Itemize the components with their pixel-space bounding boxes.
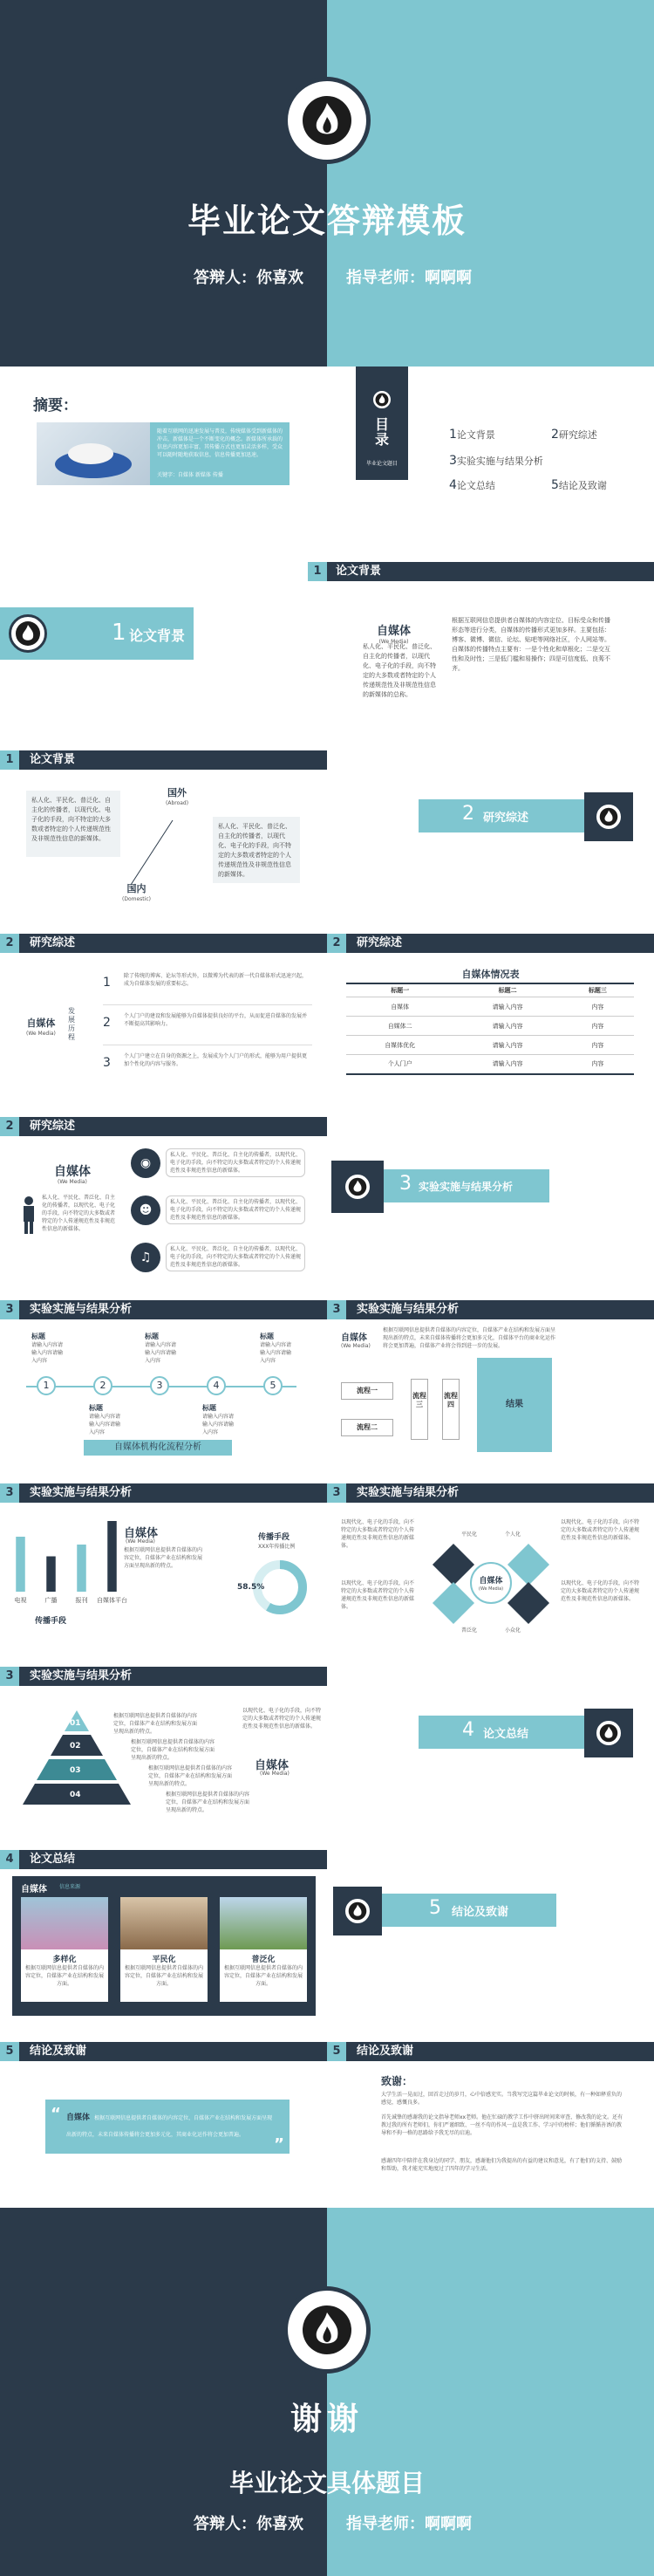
flame-logo-icon — [9, 614, 47, 653]
end-thanks: 谢谢 — [290, 2401, 364, 2437]
review-slide-b — [327, 925, 654, 1108]
chart-description: 根据互联网信息提供者自媒体的内容定位，自媒体产业在结构和发展方面呈现出新的特点。 — [124, 1547, 203, 1569]
step-label-5 — [260, 1332, 295, 1365]
review-item-num: 2 — [103, 1016, 111, 1030]
music-icon — [433, 1582, 474, 1624]
wm-subtitle: (We Media) — [341, 1343, 371, 1349]
bar-num: 1 — [0, 750, 19, 770]
bar-title: 结论及致谢 — [357, 2045, 414, 2058]
table-cell: 请输入内容 — [453, 1036, 561, 1055]
bar-label: 电视 — [14, 1597, 27, 1604]
section-bar — [0, 1300, 327, 1319]
quote-open-icon: “ — [51, 2105, 61, 2123]
table-cell: 自媒体优化 — [346, 1036, 453, 1055]
bar-num: 2 — [0, 1117, 19, 1136]
flow-box-2: 流程二 — [341, 1419, 393, 1436]
cover-answerer: 答辩人：你喜欢 — [194, 269, 303, 287]
donut-value: 58.5% — [237, 1583, 265, 1592]
summary-slide — [0, 1841, 654, 2033]
chart-slide — [0, 1475, 327, 1658]
bar-title: 实验实施与结果分析 — [357, 1486, 460, 1499]
pyramid-level-4: 04 — [70, 1791, 81, 1799]
card-title: 普泛化 — [251, 1956, 276, 1964]
next-title: 研究综述 — [483, 812, 529, 825]
conclusion-slide — [0, 2033, 327, 2208]
step-text: 请输入内容请输入内容请输入内容 — [202, 1414, 235, 1435]
bar-title: 论文背景 — [336, 565, 382, 578]
wm-subtitle: (We Media) — [58, 1179, 87, 1185]
wm-subtitle: (We Media) — [378, 639, 409, 645]
card-text: 根据互联网信息提供者自媒体的内容定位，自媒体产业在结构和发展方面。 — [24, 1965, 104, 1987]
icon-item-2 — [131, 1196, 302, 1225]
wm-heading — [26, 1016, 56, 1038]
wm-title: 自媒体 — [341, 1333, 367, 1343]
background-compare-slide — [0, 742, 654, 925]
toc-item-num: 4 — [449, 478, 457, 492]
toc-item-label: 研究综述 — [558, 429, 597, 441]
flame-logo-icon — [371, 389, 392, 410]
users-icon: ☻ — [131, 1196, 160, 1225]
process-slide — [0, 1291, 327, 1475]
table-cell: 请输入内容 — [453, 1055, 561, 1074]
section-tab — [333, 1887, 382, 1935]
review-item-text: 除了传统的博客、论坛等形式外，以微博为代表的新一代自媒体形式迅速兴起，成为自媒体发展的重要标志。 — [124, 973, 308, 987]
background-slide — [0, 550, 654, 724]
wm-side-label: 发展历程 — [68, 1007, 75, 1041]
cover-advisor: 指导老师：啊啊啊 — [346, 269, 472, 287]
toc-item-num: 2 — [551, 428, 559, 442]
bar-title: 研究综述 — [357, 936, 403, 949]
bar-num: 3 — [327, 1300, 346, 1319]
bar-title: 结论及致谢 — [30, 2045, 87, 2058]
wm-title: 自媒体 — [66, 2114, 91, 2122]
flame-logo-icon — [595, 803, 623, 831]
flame-logo-icon — [595, 1719, 623, 1747]
bar — [107, 1521, 117, 1592]
section-bar — [0, 2042, 327, 2061]
quadrant-label: 小众化 — [505, 1627, 521, 1634]
section-bar — [0, 934, 327, 953]
abstract-box — [150, 422, 290, 485]
section-title: 论文背景 — [129, 627, 186, 644]
bar-title: 实验实施与结果分析 — [30, 1303, 133, 1316]
toc-item-2[interactable] — [551, 428, 597, 442]
domestic-en: (Domestic) — [122, 896, 151, 902]
table-row — [346, 1055, 634, 1074]
right-text-1: 以现代化、电子化的手段，向不特定的大多数或者特定的个人传递规范性及非规范性信息的新媒体。 — [561, 1519, 640, 1541]
flow-box-1: 流程一 — [341, 1382, 393, 1400]
photo-card-3 — [220, 1897, 307, 2002]
step-text: 请输入内容请输入内容请输入内容 — [31, 1342, 64, 1364]
toc-subtitle: 毕业论文题目 — [365, 461, 398, 467]
grass-photo — [220, 1897, 307, 1949]
top-right-bar — [313, 562, 654, 581]
review-slide-a — [0, 925, 327, 1108]
card-title: 多样化 — [52, 1956, 77, 1964]
photo-panel — [12, 1876, 316, 2016]
thanks-title: 致谢： — [381, 2075, 413, 2087]
camera-icon: ◉ — [131, 1148, 160, 1178]
icon-item-text: 私人化、平民化、普泛化、自主化的传播者，以现代化、电子化的手段，向不特定的大多数或者特定的个人传递规范性及非规范性信息的新媒体。 — [166, 1148, 305, 1177]
quote-text: 根据互联网信息提供者自媒体的内容定位，自媒体产业在结构和发展方面呈现出新的特点，未来自媒体传播将会更加多元化，其商业化运作将会更加普遍。 — [66, 2115, 273, 2138]
left-text-1: 以现代化、电子化的手段，向不特定的大多数或者特定的个人传递规范性及非规范性信息的新媒体。 — [341, 1519, 415, 1549]
bar-num: 4 — [0, 1850, 19, 1869]
toc-item-label: 结论及致谢 — [558, 480, 607, 491]
process-caption: 自媒体机构化流程分析 — [84, 1440, 232, 1456]
section-num: 5 — [429, 1897, 441, 1919]
section-bar — [327, 934, 654, 953]
flow-box-3: 流程三 — [411, 1379, 428, 1440]
review-item-3 — [103, 1045, 312, 1086]
table-header-row — [346, 983, 634, 997]
media-table — [346, 983, 634, 1075]
camera-icon — [508, 1544, 549, 1586]
review-item-2 — [103, 1005, 312, 1045]
pyramid-text-2: 根据互联网信息提供者自媒体的内容定位，自媒体产业在结构和发展方面呈现出新的特点。 — [131, 1739, 215, 1761]
card-text: 根据互联网信息提供者自媒体的内容定位，自媒体产业在结构和发展方面。 — [124, 1965, 203, 1987]
wm-description: 私人化、平民化、普泛化、自主化的传播者，以现代化、电子化的手段，向不特定的大多数或者特定的个人传递规范性及非规范性信息的新媒体。 — [42, 1195, 116, 1232]
toc-tab — [356, 367, 408, 480]
table-title: 自媒体情况表 — [461, 969, 520, 980]
bar-title: 实验实施与结果分析 — [30, 1669, 133, 1682]
right-text-box: 私人化、平民化、普泛化、自主化的传播者，以现代化、电子化的手段，向不特定的大多数或者特定的个人传递规范性及非规范性信息的新媒体。 — [213, 817, 300, 883]
section-bar — [327, 1483, 654, 1503]
quadrant-label: 普泛化 — [461, 1627, 478, 1634]
step-label-2 — [89, 1403, 124, 1436]
table-header: 标题二 — [453, 983, 561, 997]
quadrant-label: 平民化 — [461, 1531, 478, 1538]
step-text: 请输入内容请输入内容请输入内容 — [260, 1342, 292, 1364]
table-header: 标题一 — [346, 983, 453, 997]
bar-label: 广播 — [44, 1597, 58, 1604]
step-heading: 标题 — [145, 1333, 159, 1340]
flow-slide — [327, 1291, 654, 1475]
step-circle: 1 — [37, 1376, 56, 1395]
pyramid-level-1: 01 — [70, 1719, 81, 1728]
step-circle: 3 — [150, 1376, 169, 1395]
bar-label: 报刊 — [75, 1597, 88, 1604]
bar-num: 3 — [327, 1483, 346, 1503]
diamond-group — [435, 1525, 547, 1637]
review-item-num: 3 — [103, 1056, 111, 1070]
step-label-3 — [145, 1332, 180, 1365]
toc-item-label: 实验实施与结果分析 — [456, 456, 543, 467]
section-label-box — [0, 607, 194, 660]
abroad-title: 国外 — [167, 787, 187, 798]
review-item-text: 个人门户建立在自身的资源之上，发展成为个人门户的形式，能够为用户提供更加个性化的内容与服务。 — [124, 1053, 308, 1067]
domestic-label — [122, 881, 151, 903]
section-title: 论文总结 — [483, 1728, 529, 1741]
toc-item-num: 3 — [449, 454, 457, 468]
table-row — [346, 1017, 634, 1036]
wm-title: 自媒体 — [54, 1165, 91, 1179]
end-advisor: 指导老师：啊啊啊 — [346, 2515, 472, 2533]
pyramid-level-2: 02 — [70, 1742, 81, 1750]
abroad-en: (Abroad) — [166, 800, 189, 806]
table-cell: 内容 — [562, 1036, 634, 1055]
step-label-4 — [202, 1403, 237, 1436]
wm-subtitle: (We Media) — [260, 1771, 290, 1777]
step-heading: 标题 — [260, 1333, 274, 1340]
step-circle: 2 — [93, 1376, 112, 1395]
bar-title: 研究综述 — [30, 936, 76, 949]
bar — [77, 1545, 86, 1592]
end-title: 毕业论文具体题目 — [228, 2469, 425, 2497]
table-row — [346, 997, 634, 1017]
review-icons-slide — [0, 1108, 654, 1291]
wm-title: 自媒体 — [21, 1885, 47, 1894]
bar-label: 自媒体平台 — [97, 1597, 127, 1604]
step-heading: 标题 — [202, 1404, 216, 1412]
section-num: 3 — [399, 1173, 412, 1195]
flow-description: 根据互联网信息提供者自媒体的内容定位，自媒体产业在结构和发展方面呈现出新的特点，未来自媒体传播将会更加多元化，自媒体平台的商业化运作将会更加普遍，自媒体产业将会得到进一步的发展。 — [383, 1327, 556, 1349]
toc-item-3[interactable] — [449, 454, 543, 468]
step-circle: 4 — [207, 1376, 226, 1395]
chart-caption: 传播手段 — [35, 1617, 67, 1626]
abroad-label — [166, 785, 188, 807]
section-num: 4 — [462, 1719, 474, 1741]
camera-alt-icon — [508, 1582, 549, 1624]
cover-left-panel — [0, 0, 327, 367]
cover-right-panel — [327, 0, 654, 367]
flame-logo-icon — [344, 1897, 371, 1925]
section-title: 实验实施与结果分析 — [419, 1181, 514, 1193]
section-box — [419, 1716, 584, 1749]
wm-title: 自媒体 — [479, 1577, 503, 1586]
review-item-1 — [103, 965, 312, 1005]
bar-num: 3 — [0, 1667, 19, 1686]
bar-title: 研究综述 — [30, 1120, 76, 1133]
bar-title: 实验实施与结果分析 — [357, 1303, 460, 1316]
users-icon — [433, 1544, 474, 1586]
flow-result: 结果 — [477, 1358, 552, 1452]
thanks-paragraph-2: 首先诚挚的感谢我的论文指导老师xx老师。他在忙碌的教学工作中挤出时间来审查、修改我的论文。还有教过我的所有老师们，你们严谨细致、一丝不苟的作风一直是我工作、学习中的榜样；他们循循善诱的教导和不拘一格的思路给予我无尽的启迪。 — [381, 2114, 623, 2136]
domestic-title: 国内 — [126, 883, 146, 894]
wm-description: 私人化、平民化、普泛化、自主化的传播者，以现代化、电子化的手段，向不特定的大多数或者特定的个人传递规范性及非规范性信息的新媒体的总称。 — [363, 643, 436, 698]
section-bar — [0, 1117, 327, 1136]
table-cell: 请输入内容 — [453, 1017, 561, 1036]
pyramid-text-4: 根据互联网信息提供者自媒体的内容定位，自媒体产业在结构和发展方面呈现出新的特点。 — [166, 1792, 250, 1813]
toc-list — [449, 428, 623, 520]
left-text-box: 私人化、平民化、普泛化、自主化的传播者，以现代化、电子化的手段，向不特定的大多数或者特定的个人传递规范性及非规范性信息的新媒体。 — [26, 791, 120, 857]
pyramid-slide — [0, 1658, 654, 1841]
step-text: 请输入内容请输入内容请输入内容 — [89, 1414, 121, 1435]
music-icon: ♫ — [131, 1243, 160, 1272]
section-bar — [327, 2042, 654, 2061]
icon-item-text: 私人化、平民化、普泛化、自主化的传播者，以现代化、电子化的手段，向不特定的大多数或者特定的个人传递规范性及非规范性信息的新媒体。 — [166, 1196, 305, 1224]
table-cell: 内容 — [562, 997, 634, 1017]
table-row — [346, 1036, 634, 1055]
table-cell: 个人门户 — [346, 1055, 453, 1074]
toc-item-label: 论文背景 — [456, 429, 495, 441]
person-photo — [120, 1897, 208, 1949]
wm-subtitle: (We Media) — [26, 1031, 56, 1037]
toc-item-label: 论文总结 — [456, 480, 495, 491]
section-tab — [584, 1709, 633, 1757]
person-icon — [21, 1196, 37, 1234]
toc-item-1[interactable] — [449, 428, 495, 442]
flow-box-4: 流程四 — [442, 1379, 460, 1440]
bar — [16, 1537, 25, 1592]
wm-title: 自媒体 — [255, 1759, 290, 1772]
bar-num: 2 — [0, 934, 19, 953]
end-answerer: 答辩人：你喜欢 — [194, 2515, 303, 2533]
review-item-num: 1 — [103, 976, 111, 990]
section-tab — [331, 1161, 384, 1213]
table-cell: 内容 — [562, 1055, 634, 1074]
card-text: 根据互联网信息提供者自媒体的内容定位，自媒体产业在结构和发展方面。 — [223, 1965, 303, 1987]
left-text-2: 以现代化、电子化的手段，向不特定的大多数或者特定的个人传递规范性及非规范性信息的新媒体。 — [341, 1580, 415, 1610]
cover-title: 毕业论文答辩模板 — [187, 202, 467, 240]
flame-logo-icon — [283, 2286, 371, 2374]
abstract-text: 随着互联网的迅速发展与普及，传统媒体受到新媒体的冲击，新媒体是一个不断变化的概念。新媒体所承载的信息内容更加丰富，其传播方式也更加灵活多样，受众可以随时随地获取信息，信息传播更加迅速。 — [157, 428, 283, 458]
icon-item-3 — [131, 1243, 302, 1272]
bar-num: 3 — [0, 1300, 19, 1319]
donut-title: 传播手段 — [258, 1533, 290, 1542]
donut-subtitle: XXX年传播比例 — [258, 1544, 296, 1550]
step-circle: 5 — [263, 1376, 283, 1395]
cover-slide — [0, 0, 654, 367]
section-bar — [327, 1300, 654, 1319]
abstract-title: 摘要： — [33, 397, 78, 414]
bar-num: 5 — [0, 2042, 19, 2061]
icon-item-1 — [131, 1148, 302, 1178]
next-section-box — [419, 799, 584, 832]
quote-close-icon: ” — [274, 2135, 284, 2154]
step-label-1 — [31, 1332, 66, 1365]
table-cell: 自媒体 — [346, 997, 453, 1017]
end-slide — [0, 2208, 654, 2576]
quote-box — [45, 2100, 290, 2154]
section-box — [382, 1894, 556, 1927]
section-num: 1 — [112, 620, 126, 646]
wm-title: 自媒体 — [377, 625, 412, 638]
review-item-text: 个人门户的建设和发展能够为自媒体提供良好的平台，从而促进自媒体的发展并不断提高其影响力。 — [124, 1013, 308, 1027]
section-bar — [0, 1483, 327, 1503]
background-paragraph: 根据互联网信息提供者自媒体的内容定位、目标受众和传播形态等进行分类，自媒体的传播形式更加多样。主要包括：博客、微博、微信、论坛、贴吧等网络社区，个人网站等。自媒体的传播特点主要有：一是个性化和草根化；二是交互性和及时性；三是低门槛和易操作；四是可信度低、良莠不齐。 — [452, 617, 610, 672]
diamond-center — [470, 1562, 512, 1604]
step-heading: 标题 — [89, 1404, 103, 1412]
toc-item-4[interactable] — [449, 478, 495, 492]
bar-num: 5 — [327, 2042, 346, 2061]
wm-subtitle: (We Media) — [478, 1586, 504, 1592]
flame-logo-icon — [344, 1173, 371, 1201]
step-text: 请输入内容请输入内容请输入内容 — [145, 1342, 177, 1364]
bar-title: 论文背景 — [30, 753, 76, 766]
next-num: 2 — [462, 803, 474, 825]
flame-logo-icon — [283, 77, 371, 164]
flower-photo — [21, 1897, 108, 1949]
table-cell: 自媒体二 — [346, 1017, 453, 1036]
thanks-paragraph-3: 感谢四年中陪伴在我身边的同学、朋友，感谢他们为我提出的有益的建议和意见，有了他们的支持、鼓励和帮助，我才能充实地度过了四年的学习生活。 — [381, 2158, 623, 2172]
wm-description: 以现代化、电子化的手段，向不特定的大多数或者特定的个人传递规范性及非规范性信息的新媒体。 — [242, 1708, 322, 1730]
wm-title: 自媒体 — [26, 1017, 56, 1029]
section-bar — [0, 1667, 327, 1686]
wm-subtitle: 信息来源 — [59, 1884, 81, 1890]
photo-card-2 — [120, 1897, 208, 2002]
bar-chart — [5, 1513, 127, 1609]
pyramid-level-3: 03 — [70, 1766, 81, 1775]
toc-title: 目录 — [374, 416, 389, 448]
pyramid-text-3: 根据互联网信息提供者自媒体的内容定位，自媒体产业在结构和发展方面呈现出新的特点。 — [148, 1765, 233, 1787]
table-header: 标题三 — [562, 983, 634, 997]
step-heading: 标题 — [31, 1333, 45, 1340]
abstract-image — [37, 422, 150, 485]
table-cell: 请输入内容 — [453, 997, 561, 1017]
section-title: 结论及致谢 — [452, 1906, 509, 1919]
photo-card-1 — [21, 1897, 108, 2002]
next-section-tab — [584, 792, 633, 841]
toc-item-5[interactable] — [551, 478, 607, 492]
toc-slide — [0, 367, 654, 541]
toc-item-num: 1 — [449, 428, 457, 442]
pyramid-text-1: 根据互联网信息提供者自媒体的内容定位，自媒体产业在结构和发展方面呈现出新的特点。 — [113, 1713, 198, 1735]
wm-subtitle: (We Media) — [126, 1538, 155, 1545]
icon-item-text: 私人化、平民化、普泛化、自主化的传播者，以现代化、电子化的手段，向不特定的大多数或者特定的个人传递规范性及非规范性信息的新媒体。 — [166, 1243, 305, 1271]
quadrant-label: 个人化 — [505, 1531, 521, 1538]
bar-title: 论文总结 — [30, 1853, 76, 1866]
card-title: 平民化 — [152, 1956, 176, 1964]
diamond-slide — [327, 1475, 654, 1658]
review-list — [103, 965, 312, 1086]
wm-title: 自媒体 — [124, 1527, 159, 1540]
section-bar — [0, 1850, 327, 1869]
table-cell: 内容 — [562, 1017, 634, 1036]
toc-item-num: 5 — [551, 478, 559, 492]
bar-num: 3 — [0, 1483, 19, 1503]
bar — [46, 1557, 56, 1593]
bar-num: 2 — [327, 934, 346, 953]
thanks-paragraph-1: 大学生活一晃而过，回首走过的岁月，心中倍感充实。当我写完这篇毕业论文的时候，有一种如释重负的感觉，感慨良多。 — [381, 2092, 623, 2106]
abstract-keywords: 关键字：自媒体 新媒体 传播 — [157, 472, 223, 478]
bar-num: 1 — [308, 562, 327, 581]
bar-title: 实验实施与结果分析 — [30, 1486, 133, 1499]
right-text-2: 以现代化、电子化的手段，向不特定的大多数或者特定的个人传递规范性及非规范性信息的新媒体。 — [561, 1580, 640, 1602]
thanks-text-slide — [327, 2033, 654, 2208]
section-box — [384, 1169, 549, 1202]
